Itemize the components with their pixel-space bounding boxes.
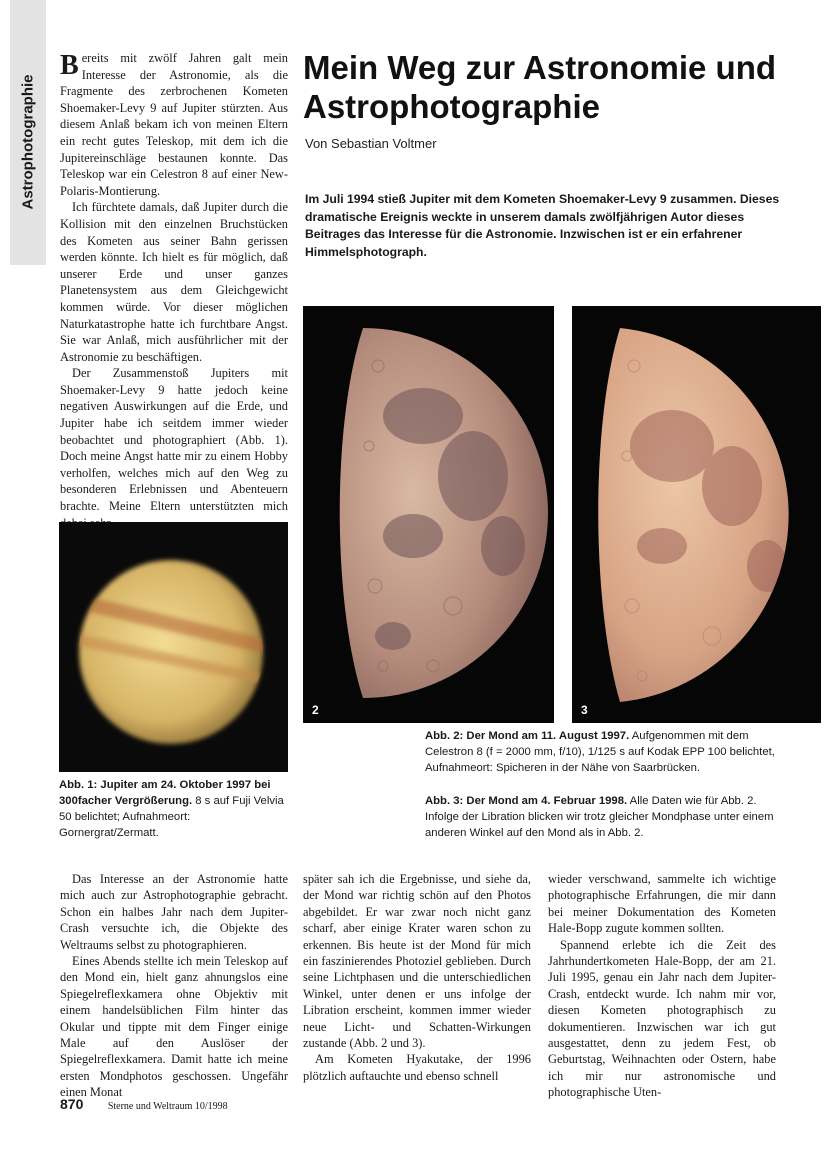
body-column-2 xyxy=(303,871,531,1084)
figure-3-caption xyxy=(425,793,785,841)
lead-paragraph: Im Juli 1994 stieß Jupiter mit dem Kometen Shoemaker-Levy 9 zusammen. Dieses dramatische Ereignis weckte in unserem damals zwölfjährigen Autor dieses Beitrages das Interesse für die Astronomie. Inzwischen ist er ein erfahrener Himmelsphotograph. xyxy=(305,192,780,259)
section-tab xyxy=(10,0,46,265)
byline: Von Sebastian Voltmer xyxy=(305,136,437,151)
jupiter-photo xyxy=(59,522,288,772)
body-paragraph: Am Kometen Hyakutake, der 1996 plötzlich auftauchte und ebenso schnell xyxy=(303,1052,531,1083)
figure-2-caption xyxy=(425,728,785,776)
body-paragraph: Spannend erlebte ich die Zeit des Jahrhundertkometen Hale-Bopp, der am 21. Juli 1995, genau ein Jahr nach dem Jupiter-Crash, entdeckt wurde. Ich nahm mir vor, diesen Kometen photographisch zu dokumentieren. Inzwischen war ich gut ausgestattet, denn zu jedem Fest, ob Geburtstag, Weihnachten oder Ostern, habe ich mir nur astronomische und photographische Uten- xyxy=(548,937,776,1100)
moon-image-2 xyxy=(303,306,554,723)
page-number: 870 xyxy=(60,1096,84,1112)
figure-number-3: 3 xyxy=(581,703,588,717)
intro-paragraph-3: Der Zusammenstoß Jupiters mit Shoemaker-Levy 9 hatte jedoch keine negativen Auswirkungen auf die Erde, und Jupiter habe ich seitdem immer wieder beobachtet und photographiert (Abb. 1). Doch meine Angst hatte mir zu einem Hobby verholfen, welches mich auf den Weg zu besonderen Erlebnissen und Abenteuern brachte. Meine Eltern unterstützten mich xyxy=(60,366,288,514)
body-paragraph: Eines Abends stellte ich mein Teleskop auf den Mond ein, hielt ganz ahnungslos eine Spiegelreflexkamera ohne Objektiv mit einem handelsüblichen Film hinter das Okular und tippte mit dem Finger einige Male auf den Auslöser der Spiegelreflexkamera. Damit hatte ich meine ersten Mondphotos geschossen. Ungefähr einen Monat xyxy=(60,954,288,1100)
jupiter-image xyxy=(59,522,288,772)
caption-1-label: Abb. 1: Jupiter am 24. Oktober 1997 bei 300facher Vergrößerung. xyxy=(59,779,271,807)
intro-p1-text: ereits mit zwölf Jahren galt mein Interesse der Astronomie, als die Fragmente des zerbrochenen Kometen Shoemaker-Levy 9 auf Jupiter stürzten. Aus diesem Anlaß bekam ich von meinen Eltern ein recht gutes Teleskop, mit dem ich die Jupitereinschläge bestaunen konnte. Das Teleskop war ein Celestron 8 auf einer New-Polaris-Montierung. xyxy=(60,51,288,198)
dropcap: B xyxy=(60,50,79,81)
journal-reference: Sterne und Weltraum 10/1998 xyxy=(107,1101,228,1112)
caption-2-text: Aufgenommen mit dem Celestron 8 (f = 2000 mm, f/10), 1/125 s auf Kodak EPP 100 belichtet, Aufnahmeort: Spicheren in der Nähe von Saarbrücken. xyxy=(425,730,775,774)
body-paragraph: wieder verschwand, sammelte ich wichtige photographische Erfahrungen, die mir dann bei meiner Dokumentation des Kometen Hale-Bopp zugute kommen sollten. xyxy=(548,872,776,936)
page-footer xyxy=(60,1096,228,1114)
moon-image-3 xyxy=(572,306,821,723)
caption-3-text: Alle Daten wie für Abb. 2. Infolge der Libration blicken wir trotz gleicher Mondphase unter einem anderen Winkel auf den Mond als in Abb. 2. xyxy=(425,795,774,839)
body-paragraph: später sah ich die Ergebnisse, und siehe da, der Mond war richtig schön auf den Photos abgebildet. Er war zwar noch nicht ganz scharf, aber einige Krater waren schon zu erkennen. Bis heute ist der Mond für mich ein faszinierendes Photoziel geblieben. Durch seine Lichtphasen und die unterschiedlichen Winkel, unter denen er uns infolge der Libration erscheint, kommen immer wieder neue Licht- und Schatten-Wirkungen zustande (Abb. 2 und 3). xyxy=(303,872,531,1051)
caption-3-label: Abb. 3: Der Mond am 4. Februar 1998. xyxy=(425,795,628,807)
article-title: Mein Weg zur Astronomie und Astrophotographie xyxy=(303,49,777,125)
moon-photo-fig2 xyxy=(303,306,554,723)
body-paragraph: Das Interesse an der Astronomie hatte mich auch zur Astrophotographie gebracht. Schon ein halbes Jahr nach dem Jupiter-Crash versuchte ich, die Objekte des Weltraums selbst zu photographieren. xyxy=(60,872,288,952)
section-tab-label: Astrophotographie xyxy=(19,74,37,210)
intro-paragraph-2: Ich fürchtete damals, daß Jupiter durch die Kollision mit den einzelnen Bruchstücken des Kometen aus seiner Bahn gerissen werden könnte. Ich hielt es für möglich, daß unserer Erde und unser ganzes Planetensystem aus dem Gleichgewicht kommen würde. Vor dieser möglichen Naturkatastrophe hatte ich furchtbare Angst. Sie war Anlaß, mich ausführlicher mit der Astronomie zu beschäftigen. xyxy=(60,200,288,364)
figure-number-2: 2 xyxy=(312,703,319,717)
moon-photo-fig3 xyxy=(572,306,821,723)
body-column-1 xyxy=(60,871,288,1101)
figure-1-caption xyxy=(59,777,288,841)
intro-column xyxy=(60,50,288,531)
caption-1-text: 8 s auf Fuji Velvia 50 belichtet; Aufnahmeort: Gornergrat/Zermatt. xyxy=(59,795,284,839)
body-column-3 xyxy=(548,871,776,1101)
caption-2-label: Abb. 2: Der Mond am 11. August 1997. xyxy=(425,730,630,742)
intro-paragraph-1 xyxy=(60,50,288,199)
